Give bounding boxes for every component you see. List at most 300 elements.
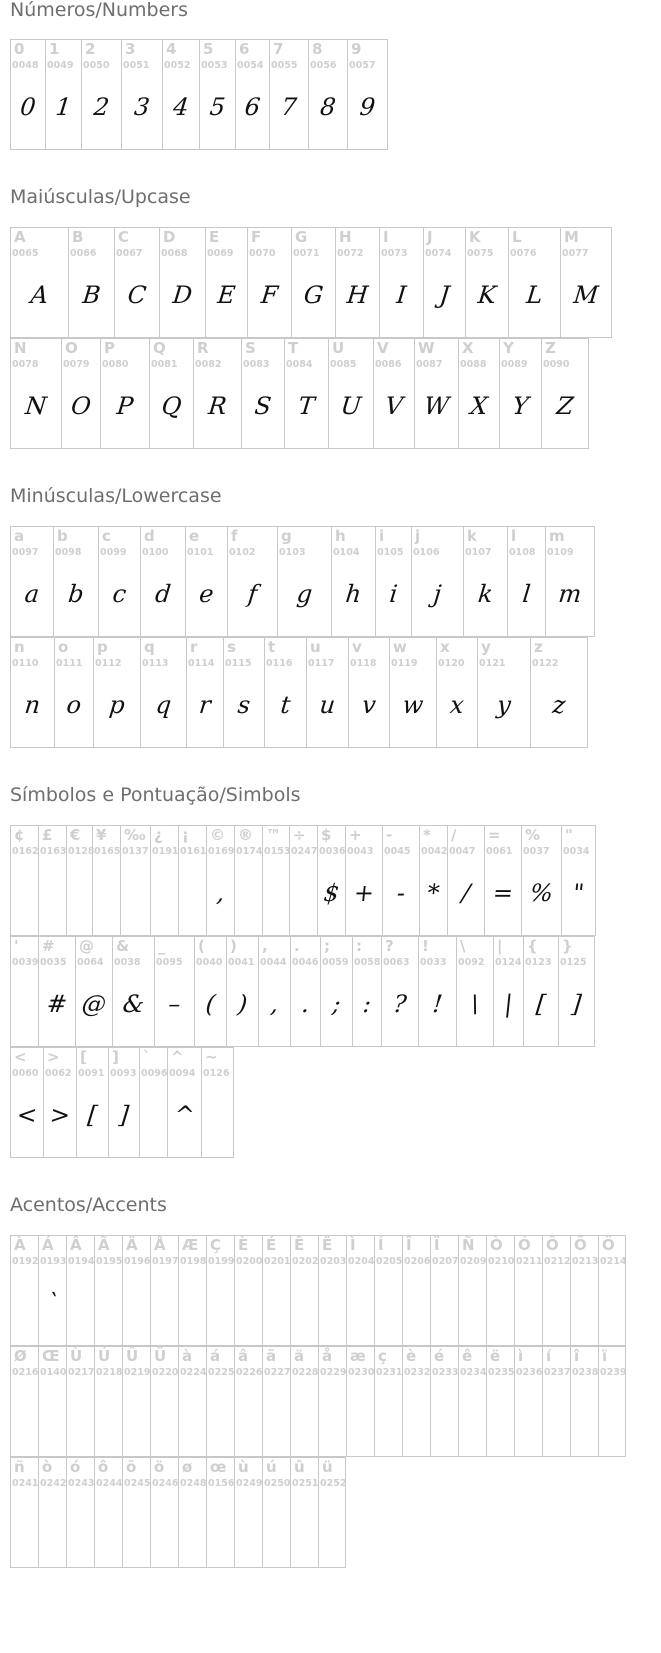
glyph-code: 0203 [320, 1256, 347, 1267]
glyph-character: ~ [205, 1048, 218, 1066]
glyph-code: 0197 [152, 1256, 179, 1267]
glyph-code: 0196 [124, 1256, 151, 1267]
glyph-character: Â [70, 1236, 82, 1254]
glyph-code: 0101 [187, 547, 214, 558]
glyph-code: 0092 [458, 957, 485, 968]
glyph-sample: t [279, 691, 292, 719]
glyph-code: 0111 [56, 658, 83, 669]
glyph-character: H [339, 228, 352, 246]
glyph-code: 0227 [264, 1367, 291, 1378]
glyph-character: W [418, 339, 435, 357]
glyph-character: ™ [266, 826, 281, 844]
glyph-sample: l [521, 580, 532, 608]
glyph-character: ñ [14, 1458, 25, 1476]
glyph-code: 0118 [350, 658, 377, 669]
glyph-code: 0104 [333, 547, 360, 558]
glyph-row [10, 338, 589, 449]
glyph-character: | [497, 937, 503, 955]
glyph-sample: ^ [172, 1101, 197, 1129]
glyph-sample: u [318, 691, 337, 719]
glyph-character: o [58, 638, 69, 656]
glyph-code: 0045 [384, 846, 411, 857]
glyph-code: 0226 [236, 1367, 263, 1378]
glyph-character: © [210, 826, 225, 844]
glyph-code: 0117 [308, 658, 335, 669]
glyph-code: 0205 [376, 1256, 403, 1267]
glyph-code: 0080 [102, 359, 129, 370]
glyph-code: 0248 [180, 1478, 207, 1489]
glyph-cell [430, 1347, 458, 1456]
glyph-cell [290, 937, 320, 1046]
glyph-character: ! [422, 937, 429, 955]
glyph-code: 0082 [195, 359, 222, 370]
glyph-code: 0076 [510, 248, 537, 259]
glyph-code: 0068 [161, 248, 188, 259]
glyph-character: ) [230, 937, 237, 955]
glyph-cell [521, 826, 561, 935]
glyph-code: 0091 [78, 1068, 105, 1079]
glyph-sample: N [24, 392, 48, 420]
glyph-character: b [57, 527, 68, 545]
glyph-sample: ( [204, 990, 217, 1018]
glyph-character: r [190, 638, 198, 656]
glyph-character: Ö [602, 1236, 615, 1254]
glyph-code: 0083 [243, 359, 270, 370]
glyph-cell [186, 638, 223, 747]
glyph-character: X [462, 339, 474, 357]
glyph-code: 0246 [152, 1478, 179, 1489]
glyph-character: _ [158, 937, 166, 955]
glyph-character: Ê [294, 1236, 305, 1254]
glyph-cell [234, 1236, 262, 1345]
glyph-code: 0096 [141, 1068, 168, 1079]
glyph-character: U [332, 339, 345, 357]
glyph-cell [423, 228, 465, 337]
glyph-code: 0077 [562, 248, 589, 259]
glyph-character: ò [42, 1458, 53, 1476]
glyph-code: 0112 [95, 658, 122, 669]
glyph-code: 0106 [413, 547, 440, 558]
glyph-code: 0081 [151, 359, 178, 370]
glyph-character: 7 [273, 40, 284, 58]
glyph-sample: A [29, 281, 50, 309]
glyph-code: 0054 [237, 60, 264, 71]
glyph-cell [43, 1048, 76, 1157]
glyph-code: 0228 [292, 1367, 319, 1378]
glyph-sample: L [525, 281, 544, 309]
glyph-code: 0156 [208, 1478, 235, 1489]
glyph-sample: k [476, 580, 495, 608]
glyph-character: j [415, 527, 421, 545]
glyph-character: ‰ [124, 826, 146, 844]
glyph-character: @ [79, 937, 94, 955]
glyph-character: K [469, 228, 481, 246]
glyph-cell [114, 228, 159, 337]
glyph-code: 0216 [12, 1367, 39, 1378]
glyph-character: P [104, 339, 115, 357]
glyph-row [10, 1047, 234, 1158]
glyph-cell [206, 1458, 234, 1567]
glyph-cell [178, 826, 206, 935]
glyph-code: 0055 [271, 60, 298, 71]
glyph-code: 0110 [12, 658, 39, 669]
glyph-character: / [451, 826, 457, 844]
glyph-sample: v [360, 691, 378, 719]
glyph-sample: g [295, 580, 314, 608]
glyph-character: [ [80, 1048, 87, 1066]
glyph-character: S [245, 339, 256, 357]
glyph-cell [206, 1236, 234, 1345]
glyph-code: 0037 [523, 846, 550, 857]
glyph-code: 0231 [376, 1367, 403, 1378]
glyph-sample: | [502, 990, 515, 1018]
glyph-row [10, 526, 595, 637]
glyph-code: 0153 [264, 846, 291, 857]
glyph-character: Æ [182, 1236, 199, 1254]
glyph-code: 0071 [293, 248, 320, 259]
glyph-code: 0051 [123, 60, 150, 71]
glyph-character: ì [518, 1347, 524, 1365]
glyph-code: 0243 [68, 1478, 95, 1489]
glyph-character: 6 [239, 40, 250, 58]
glyph-sample: ) [236, 990, 249, 1018]
glyph-code: 0237 [544, 1367, 571, 1378]
glyph-code: 0089 [501, 359, 528, 370]
glyph-sample: 1 [54, 93, 73, 121]
glyph-cell [193, 339, 241, 448]
glyph-sample: $ [322, 879, 341, 907]
glyph-character: u [310, 638, 321, 656]
glyph-cell [150, 826, 178, 935]
glyph-code: 0213 [572, 1256, 599, 1267]
glyph-cell [545, 527, 595, 636]
glyph-cell [430, 1236, 458, 1345]
glyph-code: 0102 [229, 547, 256, 558]
glyph-code: 0084 [286, 359, 313, 370]
glyph-cell [306, 638, 348, 747]
glyph-sample: Z [555, 392, 575, 420]
glyph-sample: R [206, 392, 229, 420]
glyph-character: = [488, 826, 501, 844]
glyph-sample: - [395, 879, 407, 907]
glyph-cell [93, 638, 140, 747]
glyph-sample: > [48, 1101, 72, 1129]
glyph-code: 0125 [560, 957, 587, 968]
glyph-sample: W [422, 392, 451, 420]
glyph-cell [75, 937, 112, 1046]
glyph-code: 0202 [292, 1256, 319, 1267]
glyph-cell [167, 1048, 201, 1157]
glyph-sample: S [253, 392, 273, 420]
glyph-character: Ò [490, 1236, 503, 1254]
glyph-sample: p [107, 691, 127, 719]
glyph-cell [541, 339, 589, 448]
glyph-code: 0035 [40, 957, 67, 968]
glyph-character: q [144, 638, 155, 656]
glyph-cell [262, 1458, 290, 1567]
glyph-cell [381, 937, 418, 1046]
glyph-cell [542, 1347, 570, 1456]
glyph-code: 0162 [12, 846, 39, 857]
glyph-cell [346, 1236, 374, 1345]
glyph-cell [205, 228, 247, 337]
glyph-row [10, 936, 595, 1047]
glyph-character: f [231, 527, 238, 545]
glyph-cell [558, 937, 595, 1046]
glyph-sample: K [476, 281, 498, 309]
glyph-character: õ [126, 1458, 137, 1476]
glyph-sample: " [571, 879, 586, 907]
glyph-cell [456, 937, 493, 1046]
glyph-code: 0225 [208, 1367, 235, 1378]
glyph-cell [262, 1236, 290, 1345]
glyph-code: 0239 [600, 1367, 627, 1378]
glyph-sample: & [121, 990, 146, 1018]
glyph-sample: B [81, 281, 102, 309]
glyph-character: Œ [42, 1347, 60, 1365]
glyph-cell [373, 339, 414, 448]
glyph-sample: [ [534, 990, 548, 1018]
glyph-row [10, 227, 612, 338]
glyph-cell [206, 1347, 234, 1456]
glyph-character: û [294, 1458, 305, 1476]
glyph-code: 0140 [40, 1367, 67, 1378]
glyph-sample: X [468, 392, 490, 420]
glyph-cell [10, 40, 45, 149]
glyph-cell [201, 1048, 234, 1157]
glyph-character: ê [462, 1347, 473, 1365]
glyph-cell [94, 1458, 122, 1567]
glyph-sample: f [246, 580, 259, 608]
glyph-character: Ì [350, 1236, 356, 1254]
glyph-code: 0070 [249, 248, 276, 259]
glyph-cell [523, 937, 558, 1046]
glyph-code: 0211 [516, 1256, 543, 1267]
glyph-code: 0099 [100, 547, 127, 558]
glyph-code: 0198 [180, 1256, 207, 1267]
glyph-code: 0220 [152, 1367, 179, 1378]
glyph-character: Ú [98, 1347, 111, 1365]
glyph-code: 0041 [228, 957, 255, 968]
glyph-character: s [227, 638, 236, 656]
glyph-code: 0085 [330, 359, 357, 370]
glyph-code: 0201 [264, 1256, 291, 1267]
glyph-sample: Q [160, 392, 183, 420]
glyph-cell [507, 527, 545, 636]
glyph-character: ¢ [14, 826, 25, 844]
glyph-character: \ [460, 937, 466, 955]
glyph-sample: e [197, 580, 216, 608]
glyph-cell [10, 1458, 38, 1567]
glyph-code: 0078 [12, 359, 39, 370]
glyph-character: £ [42, 826, 53, 844]
glyph-sample: H [345, 281, 370, 309]
glyph-sample: = [491, 879, 515, 907]
glyph-character: O [65, 339, 78, 357]
glyph-cell [122, 1458, 150, 1567]
glyph-character: ö [154, 1458, 165, 1476]
glyph-code: 0056 [310, 60, 337, 71]
glyph-cell [486, 1236, 514, 1345]
glyph-character: à [182, 1347, 193, 1365]
glyph-cell [345, 826, 382, 935]
glyph-character: p [97, 638, 108, 656]
glyph-sample: + [352, 879, 376, 907]
glyph-cell [10, 1347, 38, 1456]
glyph-character: a [14, 527, 25, 545]
glyph-character: 1 [49, 40, 60, 58]
glyph-character: 5 [203, 40, 214, 58]
glyph-character: Ñ [462, 1236, 475, 1254]
glyph-sample: d [153, 580, 173, 608]
glyph-character: 9 [351, 40, 362, 58]
glyph-code: 0033 [420, 957, 447, 968]
glyph-code: 0100 [142, 547, 169, 558]
glyph-cell [234, 1458, 262, 1567]
glyph-character: Ï [434, 1236, 440, 1254]
glyph-character: I [383, 228, 389, 246]
glyph-character: ; [324, 937, 330, 955]
glyph-cell [290, 1458, 318, 1567]
section-title-accents: Acentos/Accents [10, 1194, 167, 1216]
glyph-character: ( [198, 937, 205, 955]
glyph-character: ^ [171, 1048, 184, 1066]
section-title-symbols: Símbolos e Pontuação/Simbols [10, 784, 301, 806]
glyph-character: M [564, 228, 579, 246]
glyph-character: A [14, 228, 26, 246]
glyph-sample: Y [511, 392, 530, 420]
glyph-character: Î [406, 1236, 412, 1254]
glyph-code: 0244 [96, 1478, 123, 1489]
glyph-cell [10, 1048, 43, 1157]
glyph-character: ¥ [96, 826, 107, 844]
glyph-character: v [352, 638, 362, 656]
glyph-code: 0038 [114, 957, 141, 968]
glyph-cell [10, 339, 61, 448]
glyph-code: 0049 [47, 60, 74, 71]
glyph-cell [382, 826, 419, 935]
glyph-cell [54, 638, 93, 747]
glyph-code: 0093 [110, 1068, 137, 1079]
glyph-row [10, 1457, 346, 1568]
glyph-sample: C [126, 281, 148, 309]
glyph-cell [241, 339, 284, 448]
glyph-cell [389, 638, 436, 747]
glyph-cell [331, 527, 375, 636]
glyph-sample: \ [469, 990, 481, 1018]
glyph-sample: j [432, 580, 443, 608]
glyph-character: N [14, 339, 27, 357]
glyph-character: Õ [574, 1236, 587, 1254]
glyph-cell [199, 40, 235, 149]
glyph-cell [499, 339, 541, 448]
glyph-character: é [434, 1347, 445, 1365]
glyph-cell [458, 1347, 486, 1456]
glyph-sample: * [426, 879, 441, 907]
glyph-code: 0113 [142, 658, 169, 669]
glyph-character: 8 [312, 40, 323, 58]
glyph-row [10, 1235, 626, 1346]
glyph-sample: # [45, 990, 69, 1018]
glyph-cell [486, 1347, 514, 1456]
glyph-character: ó [70, 1458, 81, 1476]
glyph-character: ï [602, 1347, 608, 1365]
glyph-character: 0 [14, 40, 25, 58]
glyph-code: 0103 [279, 547, 306, 558]
glyph-cell [493, 937, 523, 1046]
glyph-cell [402, 1347, 430, 1456]
glyph-cell [436, 638, 477, 747]
glyph-code: 0088 [460, 359, 487, 370]
glyph-cell [227, 527, 277, 636]
glyph-code: 0252 [320, 1478, 347, 1489]
glyph-code: 0193 [40, 1256, 67, 1267]
glyph-cell [561, 826, 596, 935]
glyph-cell [66, 826, 95, 935]
glyph-character: B [72, 228, 84, 246]
glyph-code: 0064 [77, 957, 104, 968]
glyph-cell [402, 1236, 430, 1345]
glyph-cell [76, 1048, 108, 1157]
glyph-code: 0057 [349, 60, 376, 71]
glyph-character: ÷ [293, 826, 306, 844]
glyph-sample: M [572, 281, 600, 309]
glyph-code: 0199 [208, 1256, 235, 1267]
glyph-cell [514, 1236, 542, 1345]
glyph-character: * [423, 826, 431, 844]
glyph-cell [477, 638, 530, 747]
glyph-code: 0095 [156, 957, 183, 968]
glyph-character: D [163, 228, 176, 246]
glyph-sample: s [236, 691, 252, 719]
glyph-code: 0042 [421, 846, 448, 857]
glyph-cell [514, 1347, 542, 1456]
glyph-code: 0063 [383, 957, 410, 968]
glyph-cell [108, 1048, 139, 1157]
glyph-cell [100, 339, 149, 448]
glyph-character: Ã [98, 1236, 110, 1254]
glyph-cell [112, 937, 154, 1046]
glyph-code: 0137 [122, 846, 149, 857]
glyph-character: € [70, 826, 81, 844]
glyph-character: å [322, 1347, 333, 1365]
glyph-cell [122, 1347, 150, 1456]
glyph-code: 0238 [572, 1367, 599, 1378]
glyph-character: Û [126, 1347, 139, 1365]
glyph-cell [262, 826, 289, 935]
glyph-character: y [481, 638, 491, 656]
glyph-cell [178, 1347, 206, 1456]
glyph-sample: ] [117, 1101, 131, 1129]
glyph-cell [598, 1347, 626, 1456]
glyph-code: 0212 [544, 1256, 571, 1267]
glyph-cell [335, 228, 379, 337]
glyph-cell [290, 1236, 318, 1345]
glyph-code: 0114 [188, 658, 215, 669]
glyph-cell [10, 937, 38, 1046]
glyph-code: 0234 [460, 1367, 487, 1378]
glyph-cell [38, 826, 66, 935]
glyph-character: ' [14, 937, 19, 955]
glyph-code: 0073 [381, 248, 408, 259]
glyph-code: 0217 [68, 1367, 95, 1378]
glyph-character: Ù [70, 1347, 83, 1365]
glyph-cell [347, 40, 388, 149]
glyph-cell [10, 826, 38, 935]
glyph-sample: ] [570, 990, 583, 1018]
glyph-code: 0128 [68, 846, 95, 857]
glyph-cell [10, 1236, 38, 1345]
